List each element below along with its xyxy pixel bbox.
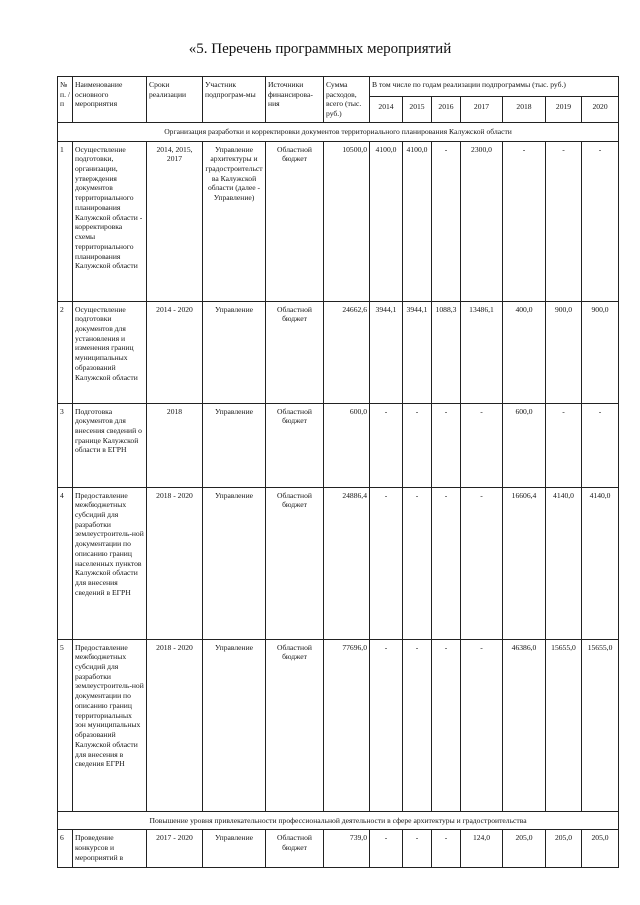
row-year-value: 3944,1 (370, 301, 403, 403)
section-title: Организация разработки и корректировки документов территориального планирования Калужской области (58, 122, 619, 141)
row-source: Областной бюджет (266, 830, 324, 868)
header-year: 2019 (546, 97, 582, 122)
row-year-value: 2300,0 (461, 141, 503, 301)
row-year-value: 900,0 (546, 301, 582, 403)
row-year-value: 1088,3 (432, 301, 461, 403)
row-year-value: - (461, 487, 503, 639)
row-sum: 77696,0 (324, 639, 370, 811)
row-year-value: 205,0 (546, 830, 582, 868)
row-year-value: - (432, 141, 461, 301)
row-num: 4 (58, 487, 73, 639)
row-year-value: 4140,0 (546, 487, 582, 639)
row-year-value: 46386,0 (503, 639, 546, 811)
row-name: Осуществление подготовки документов для установления и изменения границ муниципальных образований Калужской области (73, 301, 147, 403)
row-period: 2014, 2015, 2017 (147, 141, 203, 301)
row-year-value: 124,0 (461, 830, 503, 868)
row-year-value: - (370, 830, 403, 868)
row-year-value: - (403, 830, 432, 868)
row-num: 3 (58, 403, 73, 487)
row-year-value: - (370, 403, 403, 487)
row-year-value: 4100,0 (370, 141, 403, 301)
row-year-value: - (461, 403, 503, 487)
row-year-value: - (503, 141, 546, 301)
row-period: 2018 (147, 403, 203, 487)
row-year-value: - (432, 830, 461, 868)
row-year-value: 400,0 (503, 301, 546, 403)
row-participant: Управление (203, 487, 266, 639)
row-period: 2018 - 2020 (147, 639, 203, 811)
section-row (58, 122, 619, 141)
row-year-value: 16606,4 (503, 487, 546, 639)
row-sum: 739,0 (324, 830, 370, 868)
header-year: 2017 (461, 97, 503, 122)
table-row (58, 487, 619, 639)
row-sum: 600,0 (324, 403, 370, 487)
row-year-value: - (403, 403, 432, 487)
header-sum: Сумма расходов, всего (тыс. руб.) (324, 77, 370, 123)
row-name: Предоставление межбюджетных субсидий для разработки землеустроитель-ной документации по описанию границ территориальных зон муниципальных образований Калужской области для внесения в сведения ЕГРН (73, 639, 147, 811)
row-source: Областной бюджет (266, 301, 324, 403)
table-row (58, 830, 619, 868)
row-name: Подготовка документов для внесения сведений о границе Калужской области в ЕГРН (73, 403, 147, 487)
row-year-value: 600,0 (503, 403, 546, 487)
row-year-value: 15655,0 (582, 639, 619, 811)
row-year-value: 205,0 (582, 830, 619, 868)
header-participant: Участник подпрограм-мы (203, 77, 266, 123)
row-year-value: - (432, 639, 461, 811)
row-year-value: - (546, 403, 582, 487)
row-year-value: 13486,1 (461, 301, 503, 403)
page-title: «5. Перечень программных мероприятий (188, 41, 452, 57)
row-sum: 24886,4 (324, 487, 370, 639)
row-year-value: 4140,0 (582, 487, 619, 639)
row-name: Осуществление подготовки, организации, утверждения документов территориального планирования Калужской области - корректировка схемы территориального планирования Калужской области (73, 141, 147, 301)
header-year: 2014 (370, 97, 403, 122)
row-period: 2018 - 2020 (147, 487, 203, 639)
row-year-value: 900,0 (582, 301, 619, 403)
row-period: 2014 - 2020 (147, 301, 203, 403)
row-num: 5 (58, 639, 73, 811)
row-num: 1 (58, 141, 73, 301)
row-year-value: - (461, 639, 503, 811)
table-row (58, 403, 619, 487)
row-name: Проведение конкурсов и мероприятий в (73, 830, 147, 868)
header-name: Наименование основного мероприятия (73, 77, 147, 123)
header-year: 2016 (432, 97, 461, 122)
header-year: 2015 (403, 97, 432, 122)
row-period: 2017 - 2020 (147, 830, 203, 868)
section-row (58, 811, 619, 830)
row-num: 2 (58, 301, 73, 403)
row-source: Областной бюджет (266, 639, 324, 811)
row-source: Областной бюджет (266, 403, 324, 487)
row-sum: 10500,0 (324, 141, 370, 301)
row-source: Областной бюджет (266, 487, 324, 639)
header-row (58, 77, 619, 97)
row-participant: Управление (203, 830, 266, 868)
header-source: Источники финансирова-ния (266, 77, 324, 123)
row-year-value: - (582, 403, 619, 487)
row-year-value: - (370, 639, 403, 811)
header-period: Сроки реализации (147, 77, 203, 123)
header-by-years: В том числе по годам реализации подпрограммы (тыс. руб.) (370, 77, 619, 97)
row-year-value: - (546, 141, 582, 301)
row-sum: 24662,6 (324, 301, 370, 403)
table-row (58, 141, 619, 301)
row-year-value: - (432, 403, 461, 487)
table-row (58, 301, 619, 403)
row-year-value: - (403, 639, 432, 811)
row-participant: Управление (203, 639, 266, 811)
row-year-value: 3944,1 (403, 301, 432, 403)
section-title: Повышение уровня привлекательности профессиональной деятельности в сфере архитектуры и градостроительства (58, 811, 619, 830)
row-participant: Управление (203, 301, 266, 403)
row-participant: Управление архитектуры и градостроительства Калужской области (далее - Управление) (203, 141, 266, 301)
row-year-value: 15655,0 (546, 639, 582, 811)
row-year-value: 205,0 (503, 830, 546, 868)
row-name: Предоставление межбюджетных субсидий для разработки землеустроитель-ной документации по описанию границ населенных пунктов Калужской области для внесения сведений в ЕГРН (73, 487, 147, 639)
row-year-value: - (403, 487, 432, 639)
row-year-value: - (370, 487, 403, 639)
row-source: Областной бюджет (266, 141, 324, 301)
row-year-value: - (432, 487, 461, 639)
program-measures-table (57, 76, 619, 868)
row-year-value: 4100,0 (403, 141, 432, 301)
row-participant: Управление (203, 403, 266, 487)
header-year: 2020 (582, 97, 619, 122)
row-year-value: - (582, 141, 619, 301)
header-year: 2018 (503, 97, 546, 122)
row-num: 6 (58, 830, 73, 868)
header-num: № п. /п (58, 77, 73, 123)
table-row (58, 639, 619, 811)
